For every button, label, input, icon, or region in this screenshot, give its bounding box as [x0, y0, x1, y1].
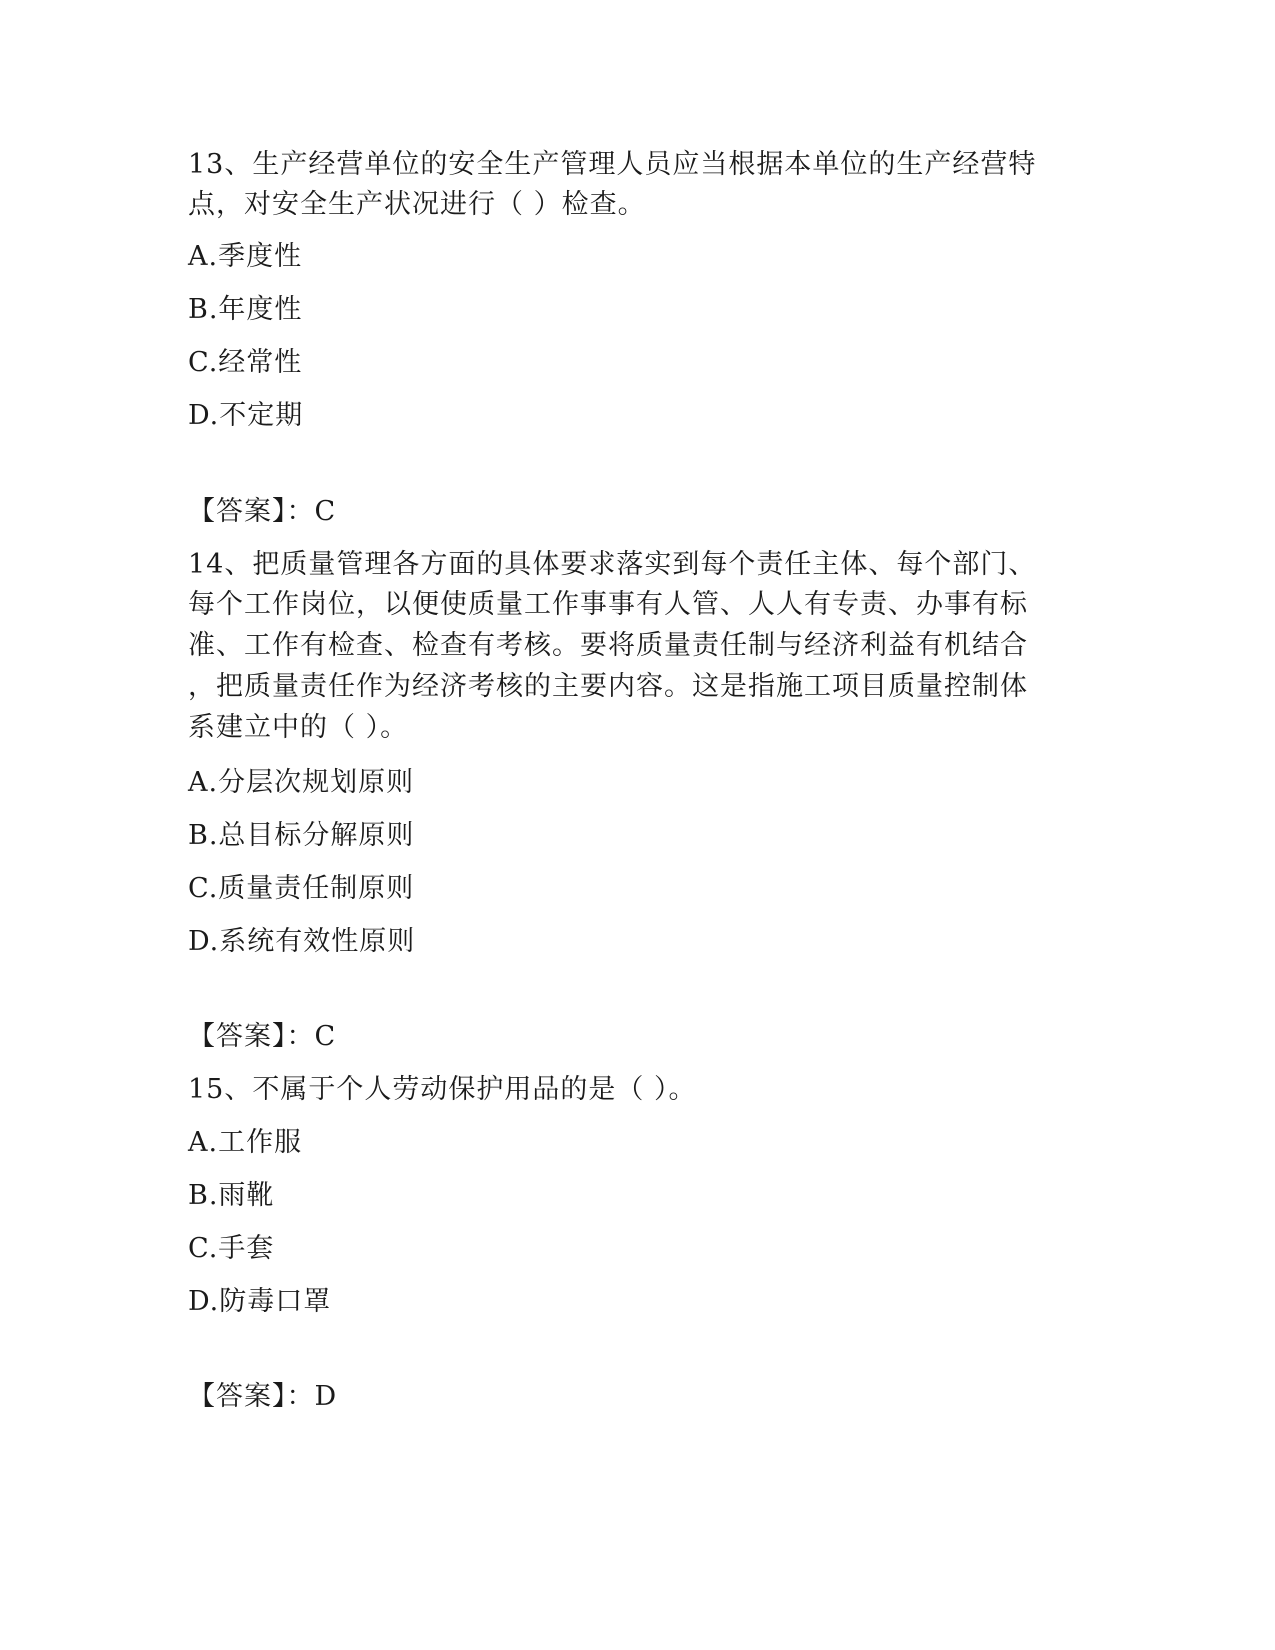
- question-15-option-c: C.手套: [188, 1233, 275, 1264]
- question-15-stem-line-1: 15、不属于个人劳动保护用品的是（ ）。: [188, 1074, 697, 1105]
- question-13-option-d: D.不定期: [188, 400, 304, 431]
- question-14-option-a: A.分层次规划原则: [188, 767, 415, 798]
- question-14-stem-line-4: ，把质量责任作为经济考核的主要内容。这是指施工项目质量控制体: [188, 671, 1028, 702]
- question-13-option-c: C.经常性: [188, 347, 303, 378]
- question-13-stem-line-2: 点，对安全生产状况进行（ ）检查。: [188, 189, 646, 220]
- question-14-option-c: C.质量责任制原则: [188, 873, 415, 904]
- question-14-stem-line-2: 每个工作岗位，以便使质量工作事事有人管、人人有专责、办事有标: [188, 589, 1028, 620]
- question-14-answer: 【答案】：C: [188, 1021, 337, 1052]
- question-13-option-a: A.季度性: [188, 241, 303, 272]
- question-14-option-b: B.总目标分解原则: [188, 820, 415, 851]
- question-15-option-d: D.防毒口罩: [188, 1286, 332, 1317]
- question-15-option-a: A.工作服: [188, 1127, 303, 1158]
- question-13-stem-line-1: 13、生产经营单位的安全生产管理人员应当根据本单位的生产经营特: [188, 149, 1037, 180]
- question-13-answer: 【答案】：C: [188, 496, 337, 527]
- question-14-option-d: D.系统有效性原则: [188, 926, 416, 957]
- question-14-stem-line-3: 准、工作有检查、检查有考核。要将质量责任制与经济利益有机结合: [188, 630, 1028, 661]
- question-14-stem-line-5: 系建立中的（ ）。: [188, 712, 409, 743]
- question-15-answer: 【答案】：D: [188, 1381, 338, 1412]
- question-15-option-b: B.雨靴: [188, 1180, 275, 1211]
- question-14-stem-line-1: 14、把质量管理各方面的具体要求落实到每个责任主体、每个部门、: [188, 549, 1037, 580]
- question-13-option-b: B.年度性: [188, 294, 303, 325]
